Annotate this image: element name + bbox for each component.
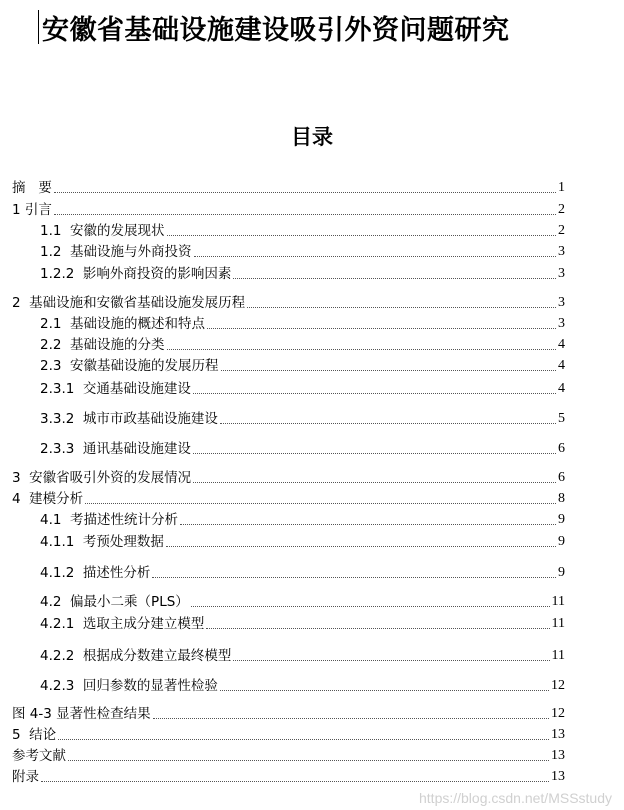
dot-leader xyxy=(221,370,556,371)
toc-entry-page: 13 xyxy=(551,727,565,742)
toc-entry-label: 4.2 偏最小二乘（PLS） xyxy=(40,594,189,610)
toc-entry-label: 4.2.3 回归参数的显著性检验 xyxy=(40,678,218,694)
dot-leader xyxy=(152,577,556,578)
toc-entry-label: 附录 xyxy=(12,769,39,785)
toc-entry-label: 4.1.1 考预处理数据 xyxy=(40,534,164,550)
toc-entry-page: 4 xyxy=(558,381,565,396)
dot-leader xyxy=(54,214,556,215)
toc-entry-page: 13 xyxy=(551,748,565,763)
toc-entry-1-1[interactable] xyxy=(40,221,565,239)
dot-leader xyxy=(207,328,556,329)
toc-entry-label: 1.2.2 影响外商投资的影响因素 xyxy=(40,266,232,282)
toc-entry-page: 12 xyxy=(551,706,565,721)
dot-leader xyxy=(220,423,556,424)
toc-entry-label: 4 建模分析 xyxy=(12,491,84,507)
toc-entry-2-3-3[interactable] xyxy=(40,439,565,457)
toc-entry-4-2[interactable] xyxy=(40,592,565,610)
toc-entry-label: 4.2.1 选取主成分建立模型 xyxy=(40,616,205,632)
toc-entry-3[interactable] xyxy=(12,468,565,486)
toc-entry-figure-4-3[interactable] xyxy=(12,704,565,722)
dot-leader xyxy=(68,760,549,761)
toc-entry-3-3-2[interactable] xyxy=(40,409,565,427)
document-title: 安徽省基础设施建设吸引外资问题研究 xyxy=(42,15,510,46)
toc-entry-label: 5 结论 xyxy=(12,727,57,743)
dot-leader xyxy=(167,349,556,350)
toc-entry-label: 1.2 基础设施与外商投资 xyxy=(40,244,192,260)
dot-leader xyxy=(194,256,556,257)
toc-entry-page: 3 xyxy=(558,316,565,331)
toc-entry-page: 5 xyxy=(558,411,565,426)
toc-entry-4-2-1[interactable] xyxy=(40,614,565,632)
watermark: https://blog.csdn.net/MSSstudy xyxy=(419,790,612,806)
toc-entry-1[interactable] xyxy=(12,200,565,218)
toc-entry-page: 11 xyxy=(551,616,565,631)
dot-leader xyxy=(41,781,549,782)
dot-leader xyxy=(247,307,556,308)
toc-entry-appendix[interactable] xyxy=(12,767,565,785)
toc-entry-label: 2.3.1 交通基础设施建设 xyxy=(40,381,191,397)
dot-leader xyxy=(167,235,556,236)
dot-leader xyxy=(85,503,556,504)
toc-entry-label: 2.1 基础设施的概述和特点 xyxy=(40,316,206,332)
toc-entry-page: 6 xyxy=(558,441,565,456)
toc-entry-page: 3 xyxy=(558,295,565,310)
toc-entry-2-1[interactable] xyxy=(40,314,565,332)
toc-entry-4[interactable] xyxy=(12,489,565,507)
toc-entry-page: 12 xyxy=(551,678,565,693)
toc-heading: 目录 xyxy=(291,124,333,149)
toc-entry-page: 9 xyxy=(558,534,565,549)
toc-entry-label: 3.3.2 城市市政基础设施建设 xyxy=(40,411,218,427)
toc-entry-label: 摘 要 xyxy=(12,180,52,196)
toc-entry-label: 2.3.3 通讯基础设施建设 xyxy=(40,441,191,457)
toc-entry-label: 参考文献 xyxy=(12,748,66,764)
toc-entry-label: 1 引言 xyxy=(12,202,52,218)
toc-entry-page: 8 xyxy=(558,491,565,506)
dot-leader xyxy=(153,718,549,719)
toc-entry-page: 3 xyxy=(558,266,565,281)
toc-entry-2[interactable] xyxy=(12,293,565,311)
dot-leader xyxy=(193,482,556,483)
dot-leader xyxy=(220,690,549,691)
dot-leader xyxy=(193,453,556,454)
toc-entry-label: 1.1 安徽的发展现状 xyxy=(40,223,165,239)
toc-entry-label: 2.3 安徽基础设施的发展历程 xyxy=(40,358,219,374)
dot-leader xyxy=(54,192,556,193)
toc-entry-page: 3 xyxy=(558,244,565,259)
toc-entry-page: 11 xyxy=(551,594,565,609)
toc-entry-4-2-2[interactable] xyxy=(40,646,565,664)
dot-leader xyxy=(193,393,556,394)
toc-entry-page: 11 xyxy=(551,648,565,663)
dot-leader xyxy=(191,606,550,607)
toc-entry-5[interactable] xyxy=(12,725,565,743)
toc-entry-page: 1 xyxy=(558,180,565,195)
toc-entry-2-3-1[interactable] xyxy=(40,379,565,397)
dot-leader xyxy=(166,546,556,547)
dot-leader xyxy=(180,524,556,525)
toc-entry-4-1-1[interactable] xyxy=(40,532,565,550)
dot-leader xyxy=(206,628,549,629)
toc-entry-1-2-2[interactable] xyxy=(40,264,565,282)
toc-entry-1-2[interactable] xyxy=(40,242,565,260)
toc-entry-2-3[interactable] xyxy=(40,356,565,374)
toc-entry-4-1-2[interactable] xyxy=(40,563,565,581)
toc-entry-page: 13 xyxy=(551,769,565,784)
toc-entry-4-2-3[interactable] xyxy=(40,676,565,694)
toc-entry-label: 图 4-3 显著性检查结果 xyxy=(12,706,151,722)
toc-entry-page: 6 xyxy=(558,470,565,485)
toc-entry-4-1[interactable] xyxy=(40,510,565,528)
toc-entry-page: 9 xyxy=(558,512,565,527)
toc-entry-label: 3 安徽省吸引外资的发展情况 xyxy=(12,470,192,486)
toc-entry-references[interactable] xyxy=(12,746,565,764)
toc-entry-page: 4 xyxy=(558,337,565,352)
toc-entry-abstract[interactable] xyxy=(12,178,565,196)
toc-entry-label: 4.2.2 根据成分数建立最终模型 xyxy=(40,648,232,664)
toc-entry-page: 9 xyxy=(558,565,565,580)
dot-leader xyxy=(233,660,549,661)
toc-entry-label: 2.2 基础设施的分类 xyxy=(40,337,165,353)
toc-entry-page: 4 xyxy=(558,358,565,373)
toc-entry-page: 2 xyxy=(558,202,565,217)
toc-entry-page: 2 xyxy=(558,223,565,238)
toc-entry-label: 4.1 考描述性统计分析 xyxy=(40,512,179,528)
toc-entry-label: 4.1.2 描述性分析 xyxy=(40,565,151,581)
dot-leader xyxy=(58,739,549,740)
dot-leader xyxy=(233,278,556,279)
toc-entry-label: 2 基础设施和安徽省基础设施发展历程 xyxy=(12,295,246,311)
toc-entry-2-2[interactable] xyxy=(40,335,565,353)
